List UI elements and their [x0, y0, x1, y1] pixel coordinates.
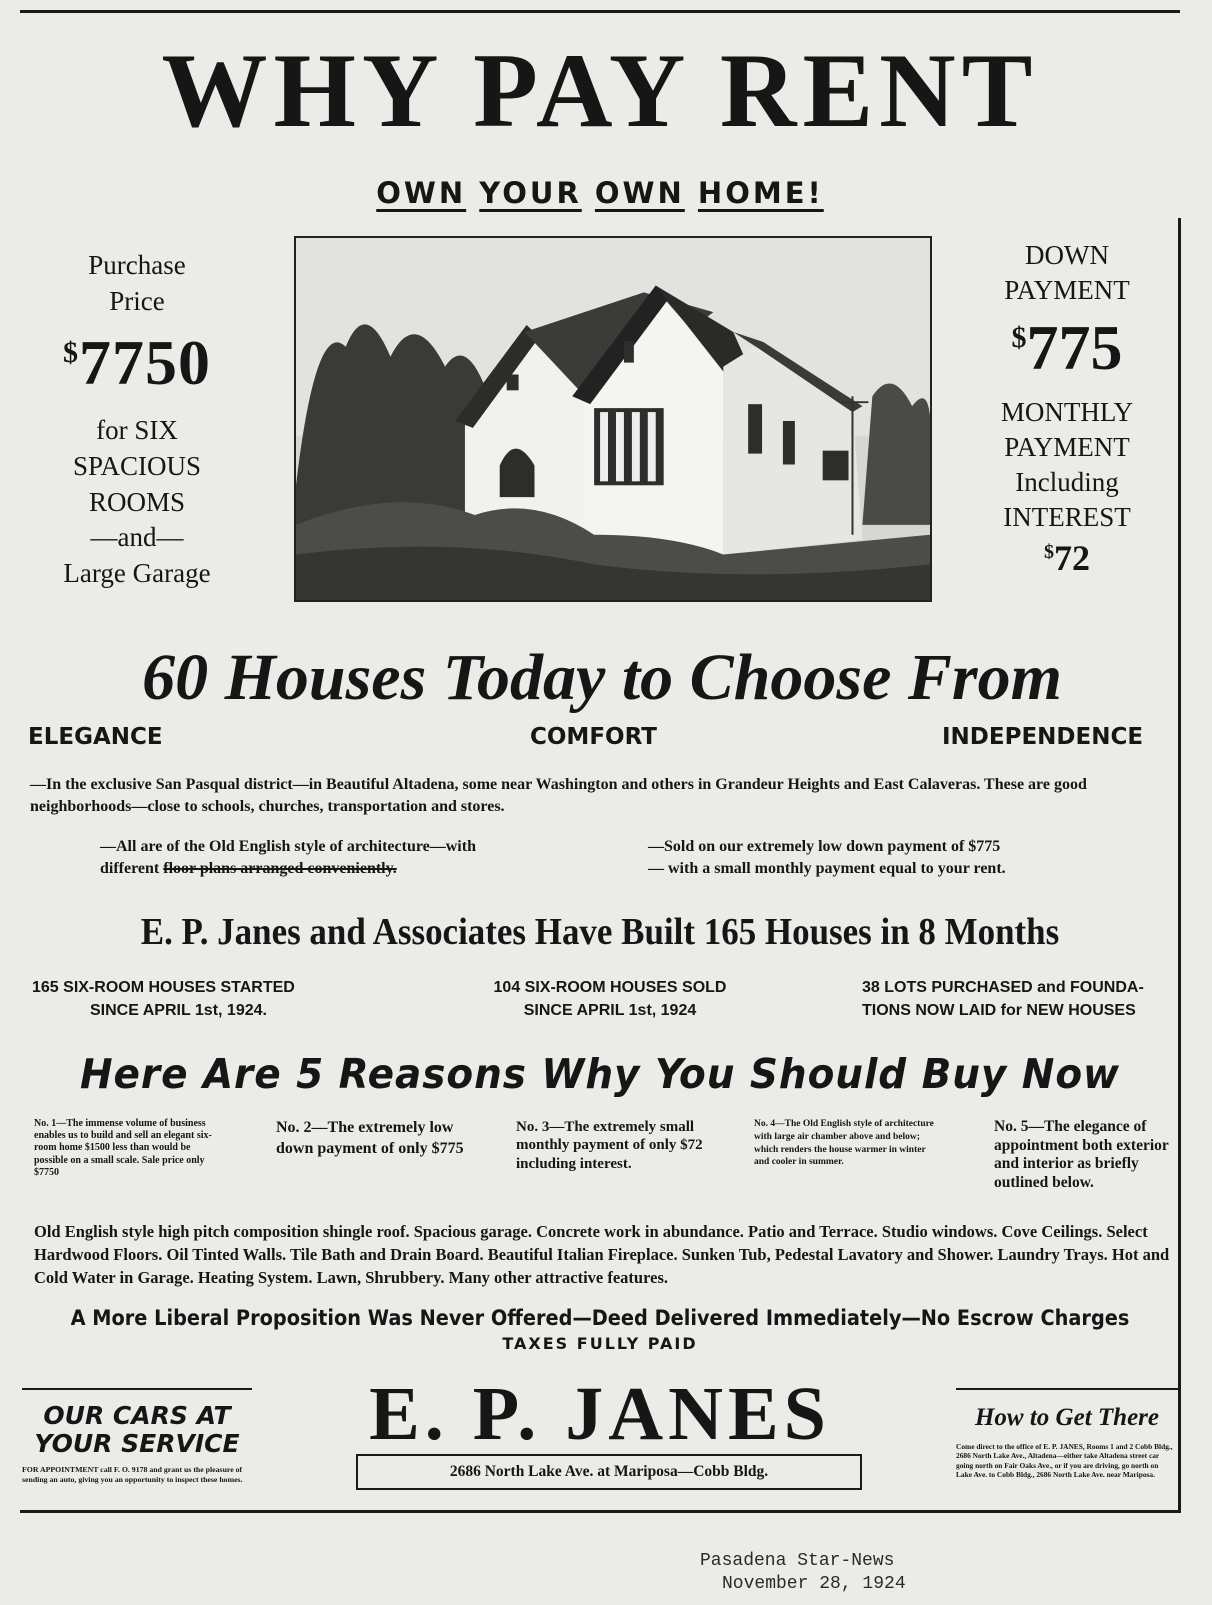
stat-started	[32, 976, 352, 1022]
reason-1: No. 1—The immense volume of business enables us to build and sell an elegant six-room home $1500 less than would be possible on a small scale. Sale price only $7750	[34, 1118, 212, 1178]
stat-sold-line-2: SINCE APRIL 1st, 1924	[523, 1002, 697, 1020]
subhead-word-3: OWN	[594, 176, 685, 210]
stat-lots	[862, 976, 1182, 1022]
payment-label: PAYMENT	[1004, 275, 1130, 306]
bottom-rule	[20, 1510, 1180, 1513]
top-rule	[20, 10, 1180, 13]
cars-service-title	[22, 1402, 252, 1457]
built-headline: E. P. Janes and Associates Have Built 165 Houses in 8 Months	[140, 911, 1060, 953]
house-illustration	[296, 238, 930, 600]
monthly-payment-value: 72	[1054, 538, 1090, 579]
stat-started-line-2: SINCE APRIL 1st, 1924.	[90, 1002, 267, 1020]
reason-2: No. 2—The extremely low down payment of only $775	[276, 1119, 464, 1157]
houses-tagline: 60 Houses Today to Choose From	[142, 641, 1062, 714]
subhead	[300, 176, 900, 210]
stat-lots-line-1: 38 LOTS PURCHASED and FOUNDA-	[862, 979, 1144, 996]
style-note-part-3: floor plans arranged conveniently.	[163, 860, 397, 878]
subhead-word-1: OWN	[376, 176, 467, 210]
stat-sold	[470, 976, 750, 1022]
directions-text: Come direct to the office of E. P. JANES, Rooms 1 and 2 Cobb Bldg., 2686 North Lake Ave., Altadena—either take Altadena street car going north on Fair Oaks Ave., or if you are driving, go north on Lake Ave. to Cobb Bldg., 2686 North Lake Ave. near Mariposa.	[956, 1442, 1173, 1479]
reasons-headline: Here Are 5 Reasons Why You Should Buy Now	[80, 1050, 1120, 1098]
price-label: Price	[109, 285, 165, 316]
headline: WHY PAY RENT	[161, 32, 1039, 149]
style-note-part-1: —All are of the Old English style of architecture—with	[100, 838, 476, 855]
cars-service-box	[22, 1388, 252, 1496]
stat-lots-line-2: TIONS NOW LAID for NEW HOUSES	[862, 1002, 1136, 1020]
rooms-line-1: for SIX	[96, 415, 178, 446]
down-payment-symbol: $	[1011, 321, 1027, 355]
company-address: 2686 North Lake Ave. at Mariposa—Cobb Bldg.	[356, 1454, 862, 1490]
reason-3: No. 3—The extremely small monthly payment of only $72 including interest.	[516, 1119, 703, 1172]
rooms-line-4: —and—	[90, 522, 184, 553]
district-paragraph: —In the exclusive San Pasqual district—in Beautiful Altadena, some near Washington and others in Grandeur Heights and East Calaveras. These are good neighborhoods—close to schools, churches, transportation and stores.	[30, 776, 1087, 816]
monthly-payment-symbol: $	[1044, 541, 1054, 564]
stat-sold-line-1: 104 SIX-ROOM HOUSES SOLD	[493, 979, 727, 996]
rooms-line-3: ROOMS	[88, 486, 186, 517]
rooms-line-2: SPACIOUS	[72, 450, 202, 481]
down-payment	[962, 310, 1172, 387]
purchase-price-panel	[22, 248, 252, 591]
style-note-part-2: different	[100, 860, 160, 878]
value-independence: INDEPENDENCE	[942, 724, 1144, 750]
company-name: E. P. JANES	[369, 1372, 831, 1456]
citation-date: November 28, 1924	[722, 1573, 906, 1594]
sold-note-part-1: —Sold on our extremely low down payment of $775	[648, 838, 1001, 855]
right-rule	[1178, 218, 1181, 1513]
citation-paper: Pasadena Star-News	[700, 1551, 895, 1571]
subhead-word-4: HOME!	[697, 176, 824, 210]
sold-note-part-2: — with a small monthly payment equal to your rent.	[648, 860, 1006, 878]
monthly-payment	[962, 535, 1172, 582]
style-note	[100, 836, 560, 880]
reason-4: No. 4—The Old English style of architecture with large air chamber above and below; which renders the house warmer in winter and cooler in summer.	[754, 1119, 934, 1168]
liberal-proposition: A More Liberal Proposition Was Never Offered—Deed Delivered Immediately—No Escrow Charges	[70, 1306, 1130, 1330]
reason-5: No. 5—The elegance of appointment both exterior and interior as briefly outlined below.	[994, 1118, 1169, 1191]
purchase-price-symbol: $	[63, 336, 79, 370]
taxes-paid: TAXES FULLY PAID	[502, 1334, 698, 1353]
sold-note	[648, 836, 1108, 880]
cars-service-title-2: YOUR SERVICE	[34, 1428, 240, 1458]
value-elegance: ELEGANCE	[28, 724, 163, 750]
payment-panel	[962, 238, 1172, 582]
house-photo	[294, 236, 932, 602]
purchase-label: Purchase	[88, 250, 186, 280]
cars-service-title-1: OUR CARS AT	[43, 1401, 231, 1430]
including-label: Including	[1015, 467, 1119, 498]
stat-started-line-1: 165 SIX-ROOM HOUSES STARTED	[32, 979, 295, 996]
source-citation	[700, 1550, 1000, 1595]
rooms-line-5: Large Garage	[63, 557, 211, 588]
monthly-label: MONTHLY	[1000, 396, 1134, 427]
directions-title: How to Get There	[974, 1404, 1159, 1431]
subhead-word-2: YOUR	[479, 176, 582, 210]
directions-box	[956, 1388, 1178, 1496]
purchase-price	[22, 323, 252, 403]
monthly-payment-label: PAYMENT	[1004, 432, 1130, 463]
value-comfort: COMFORT	[530, 724, 657, 750]
down-label: DOWN	[1025, 240, 1109, 270]
interest-label: INTEREST	[1003, 502, 1131, 533]
cars-service-text: FOR APPOINTMENT call F. O. 9178 and grant us the pleasure of sending an auto, giving you an opportunity to inspect these homes.	[22, 1465, 243, 1484]
down-payment-value: 775	[1026, 312, 1123, 384]
purchase-price-value: 7750	[79, 327, 211, 399]
features-paragraph: Old English style high pitch composition shingle roof. Spacious garage. Concrete work in abundance. Patio and Terrace. Studio windows. Cove Ceilings. Select Hardwood Floors. Oil Tinted Walls. Tile Bath and Drain Board. Beautiful Italian Fireplace. Sunken Tub, Pedestal Lavatory and Shower. Laundry Trays. Hot and Cold Water in Garage. Heating System. Lawn, Shrubbery. Many other attractive features.	[34, 1222, 1170, 1288]
